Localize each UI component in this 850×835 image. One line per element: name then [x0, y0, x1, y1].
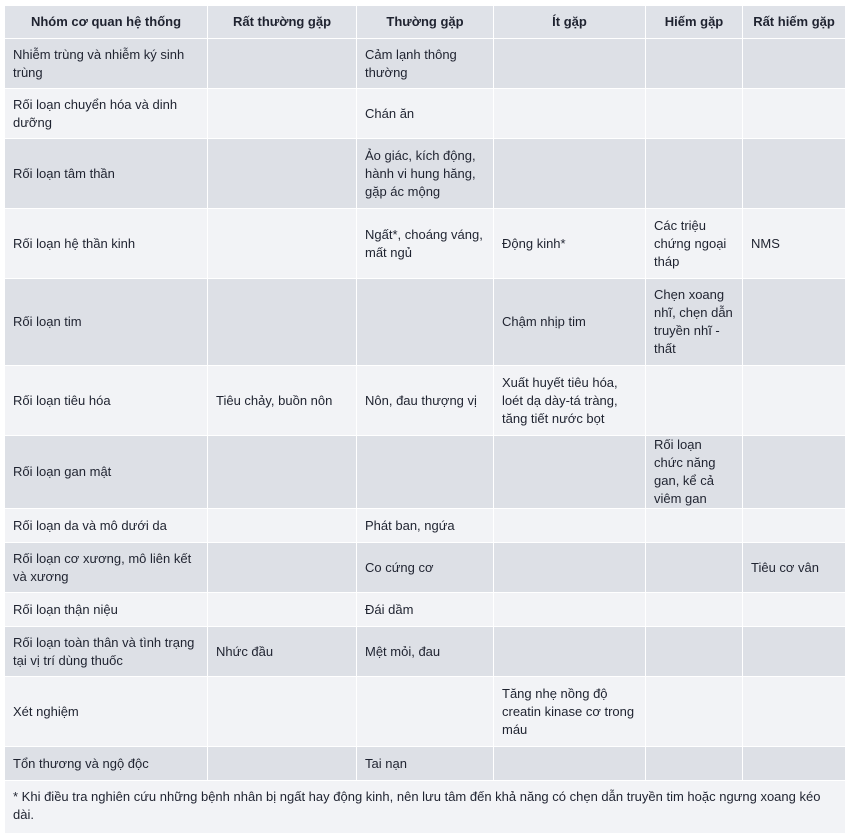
cell-common: Nôn, đau thượng vị [357, 366, 494, 436]
cell-very-common [208, 139, 357, 209]
cell-organ-class: Rối loạn cơ xương, mô liên kết và xương [5, 543, 208, 593]
table-row [5, 627, 846, 677]
cell-very-common [208, 436, 357, 509]
table-row [5, 279, 846, 366]
header-uncommon: Ít gặp [494, 6, 646, 39]
cell-very-common [208, 677, 357, 747]
cell-organ-class: Rối loạn tim [5, 279, 208, 366]
cell-rare [646, 139, 743, 209]
cell-organ-class: Rối loạn gan mật [5, 436, 208, 509]
cell-uncommon [494, 39, 646, 89]
table-header-row [5, 6, 846, 39]
cell-uncommon [494, 627, 646, 677]
cell-uncommon [494, 89, 646, 139]
cell-uncommon: Tăng nhẹ nồng độ creatin kinase cơ trong máu [494, 677, 646, 747]
cell-uncommon [494, 593, 646, 627]
cell-common: Chán ăn [357, 89, 494, 139]
table-row [5, 593, 846, 627]
cell-common: Tai nạn [357, 747, 494, 781]
cell-rare [646, 627, 743, 677]
header-very-common: Rất thường gặp [208, 6, 357, 39]
cell-rare: Rối loạn chức năng gan, kể cả viêm gan [646, 436, 743, 509]
cell-rare [646, 509, 743, 543]
cell-very-common [208, 209, 357, 279]
cell-very-rare [743, 677, 846, 747]
header-organ-class: Nhóm cơ quan hệ thống [5, 6, 208, 39]
header-common: Thường gặp [357, 6, 494, 39]
table-row [5, 39, 846, 89]
cell-rare [646, 677, 743, 747]
table-row [5, 509, 846, 543]
cell-very-rare [743, 39, 846, 89]
cell-rare [646, 39, 743, 89]
cell-common: Mệt mỏi, đau [357, 627, 494, 677]
cell-very-common [208, 39, 357, 89]
cell-very-rare [743, 366, 846, 436]
header-very-rare: Rất hiếm gặp [743, 6, 846, 39]
cell-uncommon: Xuất huyết tiêu hóa, loét dạ dày-tá tràng, tăng tiết nước bọt [494, 366, 646, 436]
cell-uncommon: Động kinh* [494, 209, 646, 279]
cell-very-common [208, 509, 357, 543]
cell-very-rare [743, 509, 846, 543]
cell-very-common: Tiêu chảy, buồn nôn [208, 366, 357, 436]
cell-organ-class: Tổn thương và ngộ độc [5, 747, 208, 781]
cell-common: Co cứng cơ [357, 543, 494, 593]
table-row [5, 139, 846, 209]
cell-very-rare [743, 89, 846, 139]
cell-common: Đái dầm [357, 593, 494, 627]
table-row [5, 89, 846, 139]
cell-very-common: Nhức đầu [208, 627, 357, 677]
cell-organ-class: Rối loạn tâm thần [5, 139, 208, 209]
cell-very-rare [743, 593, 846, 627]
table-row [5, 209, 846, 279]
cell-very-rare [743, 279, 846, 366]
cell-very-rare [743, 747, 846, 781]
adverse-effects-table-container [4, 5, 845, 834]
cell-uncommon [494, 139, 646, 209]
cell-very-rare [743, 627, 846, 677]
cell-uncommon: Chậm nhịp tim [494, 279, 646, 366]
cell-rare [646, 366, 743, 436]
cell-organ-class: Rối loạn chuyển hóa và dinh dưỡng [5, 89, 208, 139]
cell-uncommon [494, 436, 646, 509]
adverse-effects-table [4, 5, 846, 834]
table-row [5, 747, 846, 781]
cell-very-common [208, 593, 357, 627]
table-row [5, 677, 846, 747]
footnote-row [5, 781, 846, 834]
header-rare: Hiếm gặp [646, 6, 743, 39]
cell-common [357, 279, 494, 366]
cell-organ-class: Rối loạn da và mô dưới da [5, 509, 208, 543]
cell-common: Cảm lạnh thông thường [357, 39, 494, 89]
cell-uncommon [494, 543, 646, 593]
cell-common [357, 436, 494, 509]
cell-very-common [208, 747, 357, 781]
footnote: * Khi điều tra nghiên cứu những bệnh nhân bị ngất hay động kinh, nên lưu tâm đến khả năng có chẹn dẫn truyền tim hoặc ngưng xoang kéo dài. [5, 781, 846, 834]
cell-uncommon [494, 747, 646, 781]
cell-organ-class: Rối loạn tiêu hóa [5, 366, 208, 436]
cell-rare: Các triệu chứng ngoại tháp [646, 209, 743, 279]
table-row [5, 366, 846, 436]
cell-very-common [208, 279, 357, 366]
cell-very-common [208, 543, 357, 593]
cell-rare [646, 89, 743, 139]
table-row [5, 436, 846, 509]
cell-common: Ngất*, choáng váng, mất ngủ [357, 209, 494, 279]
cell-rare: Chẹn xoang nhĩ, chẹn dẫn truyền nhĩ - thất [646, 279, 743, 366]
table-row [5, 543, 846, 593]
cell-common [357, 677, 494, 747]
cell-organ-class: Rối loạn thận niệu [5, 593, 208, 627]
cell-rare [646, 543, 743, 593]
cell-very-rare [743, 436, 846, 509]
cell-common: Phát ban, ngứa [357, 509, 494, 543]
cell-very-rare: NMS [743, 209, 846, 279]
cell-very-common [208, 89, 357, 139]
cell-organ-class: Rối loạn toàn thân và tình trạng tại vị trí dùng thuốc [5, 627, 208, 677]
cell-rare [646, 593, 743, 627]
cell-rare [646, 747, 743, 781]
cell-very-rare [743, 139, 846, 209]
cell-very-rare: Tiêu cơ vân [743, 543, 846, 593]
cell-common: Ảo giác, kích động, hành vi hung hăng, gặp ác mộng [357, 139, 494, 209]
cell-organ-class: Xét nghiệm [5, 677, 208, 747]
cell-organ-class: Rối loạn hệ thần kinh [5, 209, 208, 279]
cell-uncommon [494, 509, 646, 543]
cell-organ-class: Nhiễm trùng và nhiễm ký sinh trùng [5, 39, 208, 89]
